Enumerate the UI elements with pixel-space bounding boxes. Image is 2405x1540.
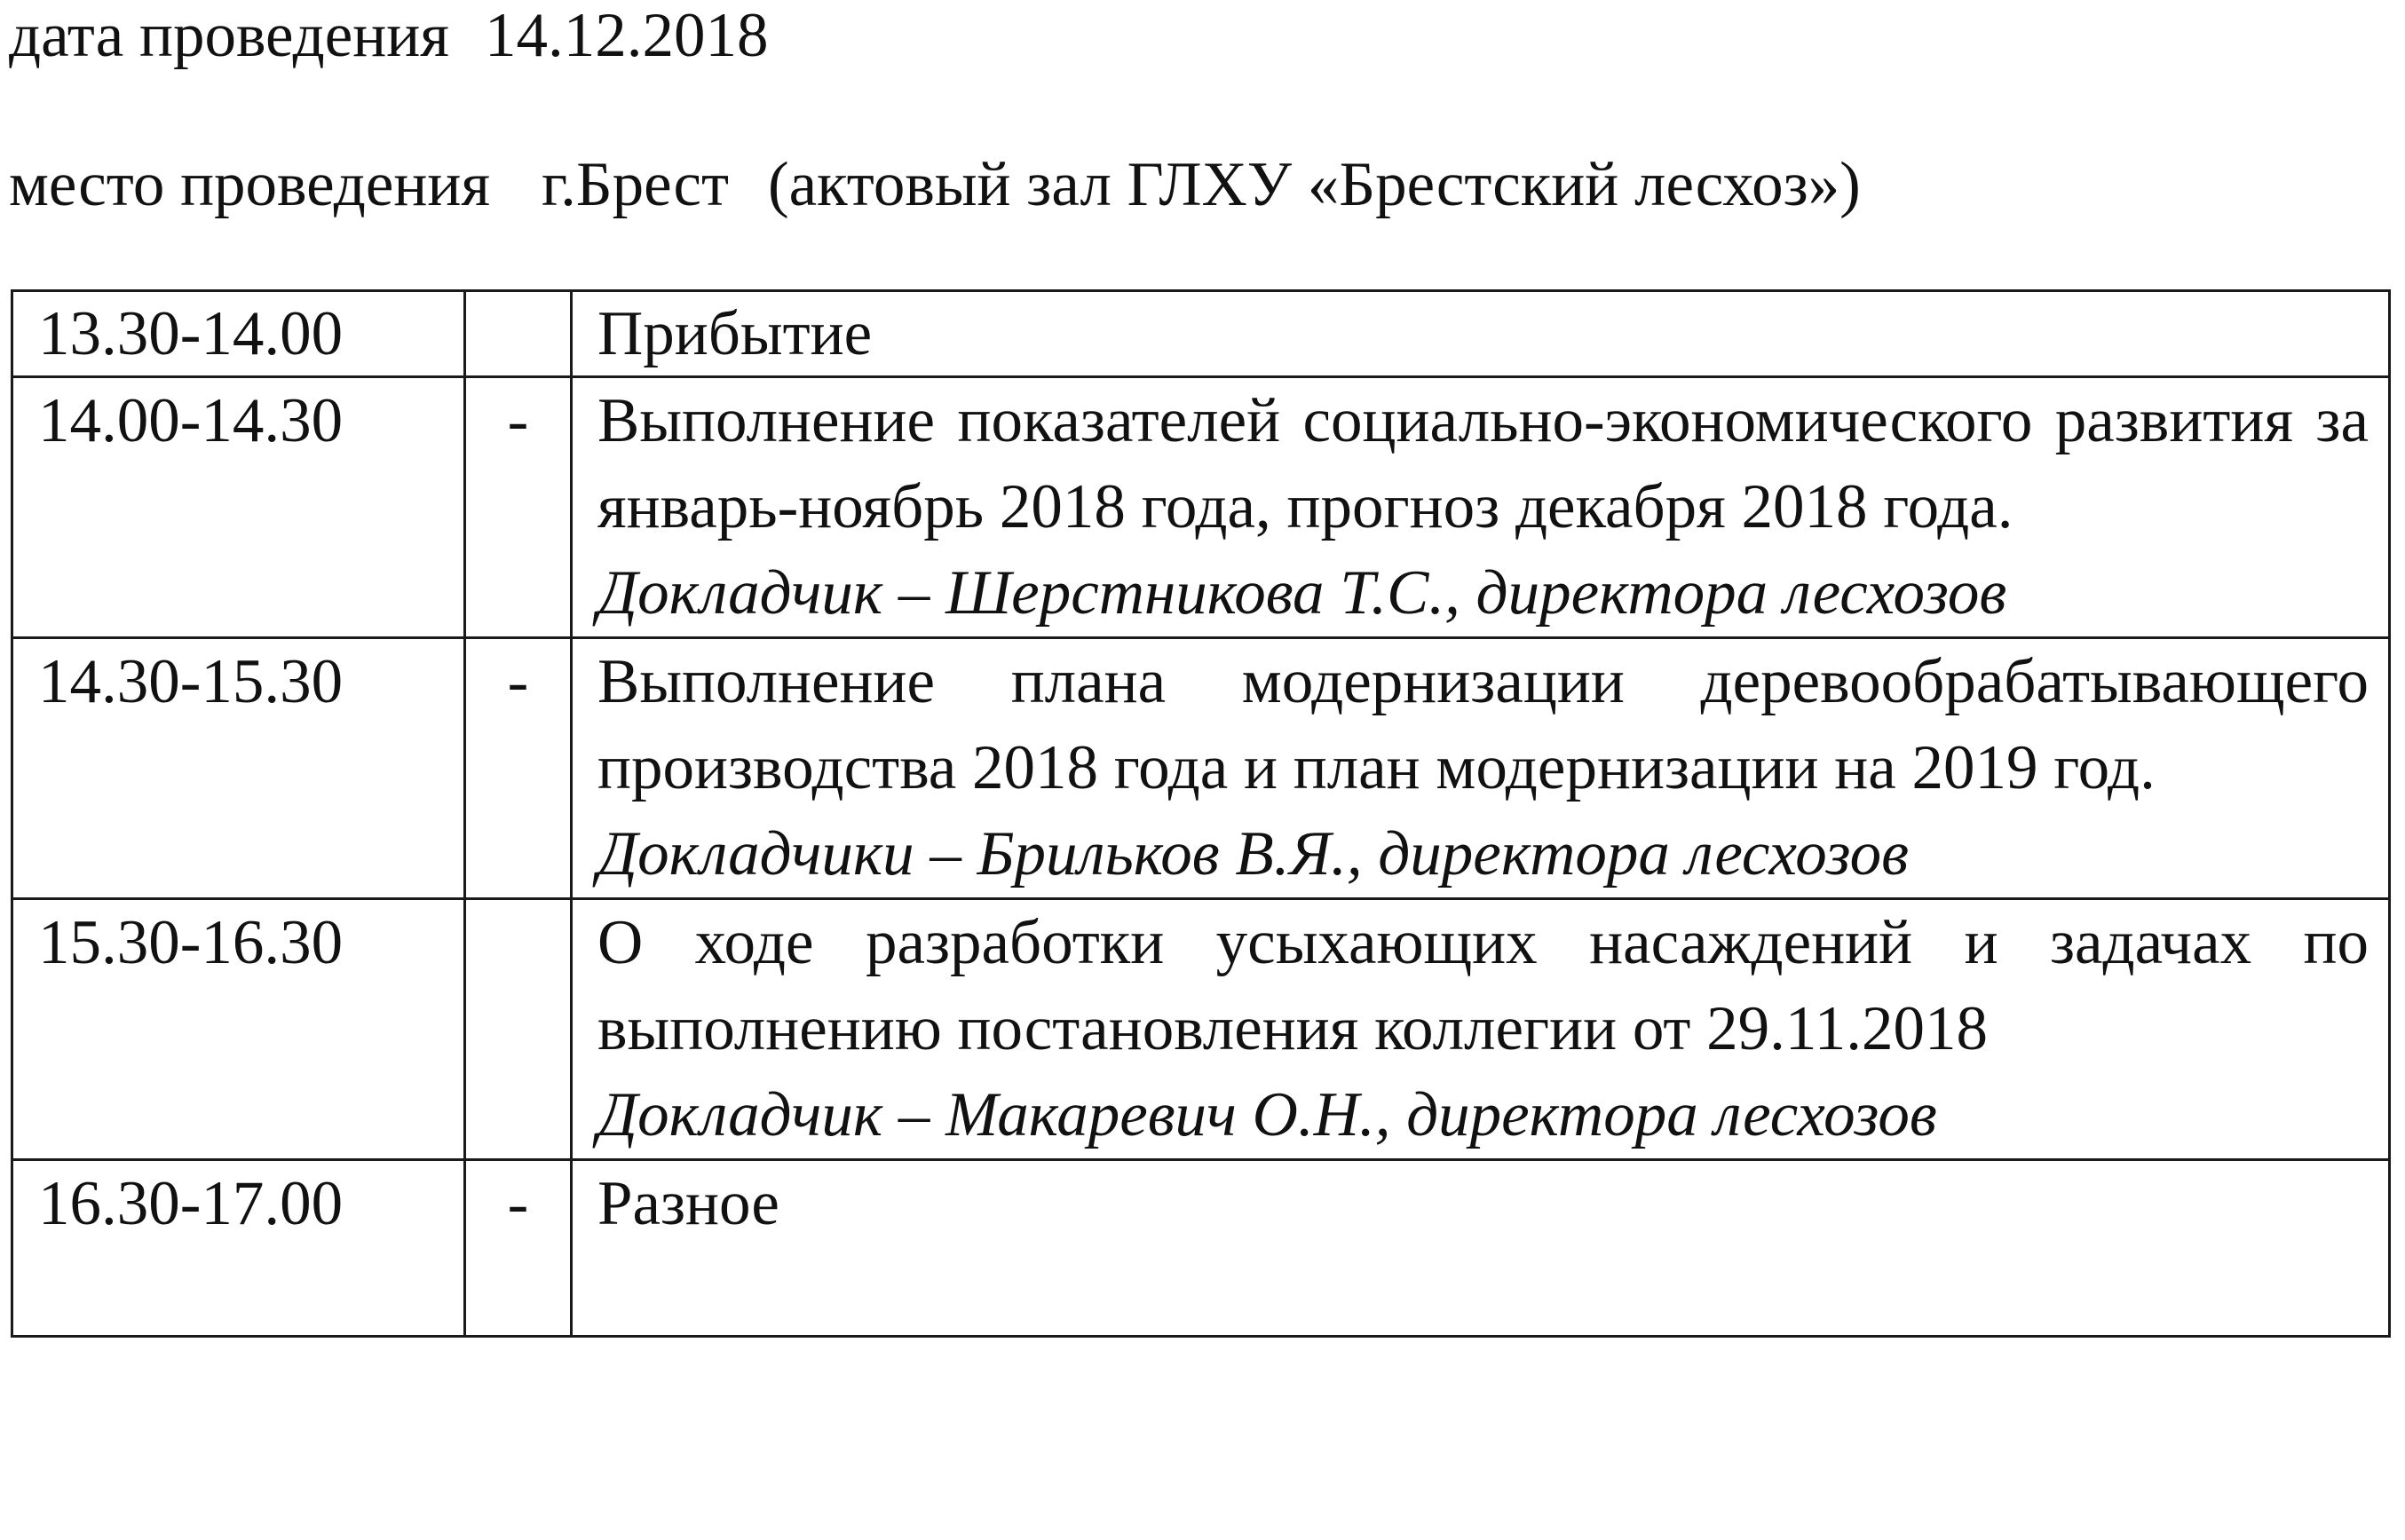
agenda-speaker: Докладчик – Шерстникова Т.С., директора лесхозов: [597, 558, 2007, 628]
place-city: г.Брест: [542, 150, 730, 219]
agenda-dash: -: [465, 1160, 572, 1337]
agenda-topic-cell: [572, 899, 2390, 1160]
event-place-line: [9, 149, 1861, 220]
event-date-line: [9, 0, 768, 71]
agenda-topic: Прибытие: [597, 299, 873, 368]
agenda-dash: [465, 291, 572, 377]
agenda-topic-cell: [572, 377, 2390, 638]
agenda-topic-cell: [572, 1160, 2390, 1337]
agenda-topic: Разное: [597, 1169, 779, 1238]
agenda-row: [12, 377, 2390, 638]
agenda-topic: Выполнение плана модернизации деревообрабатывающего производства 2018 года и план модернизации на 2019 год.: [597, 647, 2369, 802]
date-label: дата проведения: [9, 1, 449, 70]
agenda-row: [12, 899, 2390, 1160]
agenda-dash: -: [465, 638, 572, 899]
agenda-row: [12, 291, 2390, 377]
agenda-topic: Выполнение показателей социально-экономического развития за январь-ноябрь 2018 года, прогноз декабря 2018 года.: [597, 386, 2369, 541]
place-label: место проведения: [9, 150, 491, 219]
date-value: 14.12.2018: [484, 1, 769, 70]
agenda-dash: [465, 899, 572, 1160]
agenda-topic-cell: [572, 291, 2390, 377]
agenda-speaker: Докладчики – Брильков В.Я., директора лесхозов: [597, 819, 1909, 888]
agenda-row: [12, 1160, 2390, 1337]
agenda-dash: -: [465, 377, 572, 638]
agenda-topic-cell: [572, 638, 2390, 899]
agenda-row: [12, 638, 2390, 899]
agenda-time: 14.00-14.30: [12, 377, 465, 638]
agenda-time: 16.30-17.00: [12, 1160, 465, 1337]
agenda-table: [11, 289, 2391, 1338]
agenda-time: 14.30-15.30: [12, 638, 465, 899]
agenda-speaker: Докладчик – Макаревич О.Н., директора лесхозов: [597, 1080, 1937, 1149]
agenda-time: 13.30-14.00: [12, 291, 465, 377]
agenda-topic: О ходе разработки усыхающих насаждений и задачах по выполнению постановления коллегии от 29.11.2018: [597, 908, 2369, 1063]
place-venue: (актовый зал ГЛХУ «Брестский лесхоз»): [768, 150, 1861, 219]
agenda-time: 15.30-16.30: [12, 899, 465, 1160]
